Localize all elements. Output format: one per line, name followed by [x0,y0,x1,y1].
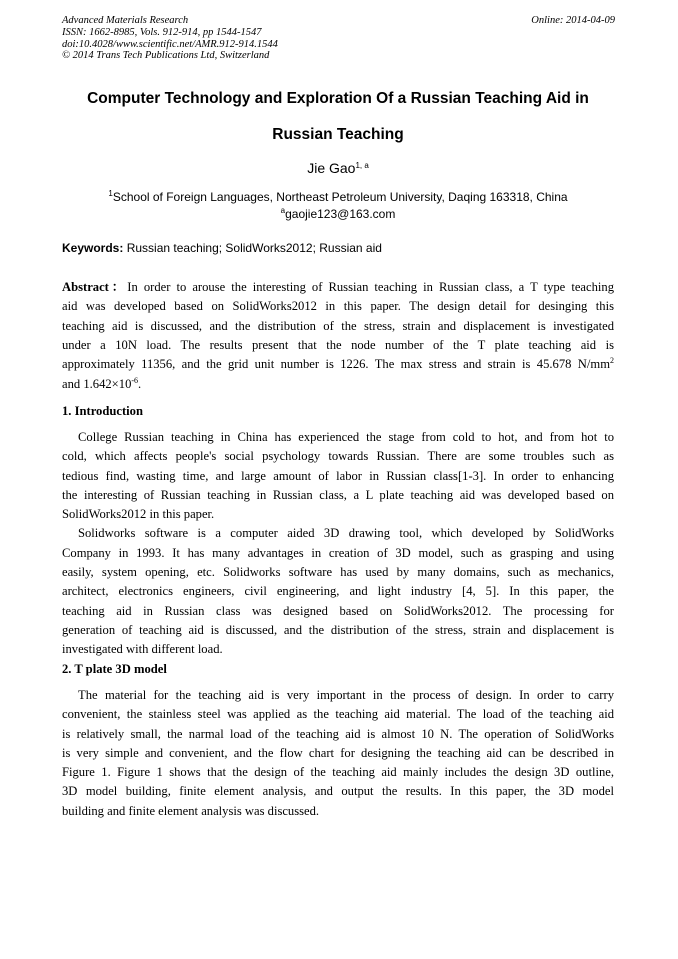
affiliation-line [62,190,614,204]
journal-header [62,15,278,62]
body-line: architect, electronics engineers, civil engineering, and light industry [4, 5]. In this paper, the [62,584,614,599]
journal-name: Advanced Materials Research [62,15,189,26]
body-line: investigated with different load. [62,642,223,657]
body-line: The material for the teaching aid is very important in the process of design. In order to carry [78,688,614,702]
body-line: Solidworks software is a computer aided 3D drawing tool, which developed by SolidWorks [78,526,614,541]
paper-title-line2: Russian Teaching [272,126,404,143]
body-line: the interesting of Russian teaching in Russian class, a L plate teaching aid was developed based on [62,487,614,502]
superscript: -6 [131,376,139,386]
body-line: College Russian teaching in China has experienced the stage from cold to hot, and from hot to [78,430,614,444]
body-line: Company in 1993. It has many advantages in creation of 3D model, such as grasping and using [62,545,614,560]
paper-title-line1: Computer Technology and Exploration Of a Russian Teaching Aid in [87,90,589,107]
keywords-label: Keywords: [62,241,124,255]
copyright-line: © 2014 Trans Tech Publications Ltd, Switzerland [62,50,270,62]
introduction-body [62,428,614,660]
keywords [62,241,614,255]
doi-line: doi:10.4028/www.scientific.net/AMR.912-914.1544 [62,38,278,50]
email-sup: a [280,206,286,215]
body-line: is relatively small, the narmal load of the teaching aid is almost 10 N. The operation of SolidWorks [62,726,614,741]
abstract-line: and $1.642\times 10^{-6}$. [62,376,142,392]
abstract-line: teaching aid is discussed, and the distribution of the stress, strain and displacement is investigated [62,318,614,333]
abstract-line: approximately 11356, and the grid unit number is 1226. The max stress and strain is 45.678 $N/mm^2$ [62,356,614,372]
author-line [62,160,614,176]
abstract-line: Abstract：In order to arouse the interesting of Russian teaching in Russian class, a T type teaching [62,280,614,294]
t-plate-body [62,686,614,821]
body-line: cold, which affects people's social psychology towards Russian. There are some troubles such as [62,449,614,464]
section-heading-t-plate: 2. T plate 3D model [62,662,167,676]
body-line: building and finite element analysis was discussed. [62,803,320,818]
author-name: Jie Gao [307,160,356,176]
body-line: tedious find, wasting time, and large amount of labor in Russian class[1-3]. In order to enhancing [62,468,614,483]
online-date: Online: 2014-04-09 [531,15,615,26]
body-line: Figure 1. Figure 1 shows that the design of the teaching aid mainly includes the design 3D outline, [62,765,614,780]
email-line [62,207,614,221]
affiliation-sup: 1 [108,189,113,198]
abstract-label: Abstract： [62,280,128,294]
body-line: 3D model building, finite element analysis, and output the results. In this paper, the 3D model [62,784,614,799]
superscript: 2 [610,356,614,366]
body-line: teaching aid in Russian class was designed based on SolidWorks2012. The processing for [62,603,614,618]
affiliation-text: School of Foreign Languages, Northeast Petroleum University, Daqing 163318, China [112,190,568,204]
author-sup: 1, a [355,161,369,170]
issn-line: ISSN: 1662-8985, Vols. 912-914, pp 1544-1547 [62,26,262,38]
keywords-text: Russian teaching; SolidWorks2012; Russian aid [123,241,382,255]
abstract-line: under a 10N load. The results present that the node number of the T plate teaching aid is [62,337,614,352]
body-line: easily, system opening, etc. Solidworks software has used by many domains, such as mechanics, [62,565,614,580]
abstract-line: aid was developed based on SolidWorks2012 in this paper. The design detail for desinging this [62,299,614,314]
body-line: SolidWorks2012 in this paper. [62,507,215,522]
body-line: is very simple and convenient, and the flow chart for designing the teaching aid can be described in [62,745,614,760]
body-line: convenient, the stainless steel was applied as the teaching aid material. The load of the teaching aid [62,707,614,722]
body-line: generation of teaching aid is discussed, and the distribution of the stress, strain and displacement is [62,622,614,637]
email-text: gaojie123@163.com [285,207,396,221]
abstract [62,278,614,396]
section-heading-introduction: 1. Introduction [62,404,143,418]
